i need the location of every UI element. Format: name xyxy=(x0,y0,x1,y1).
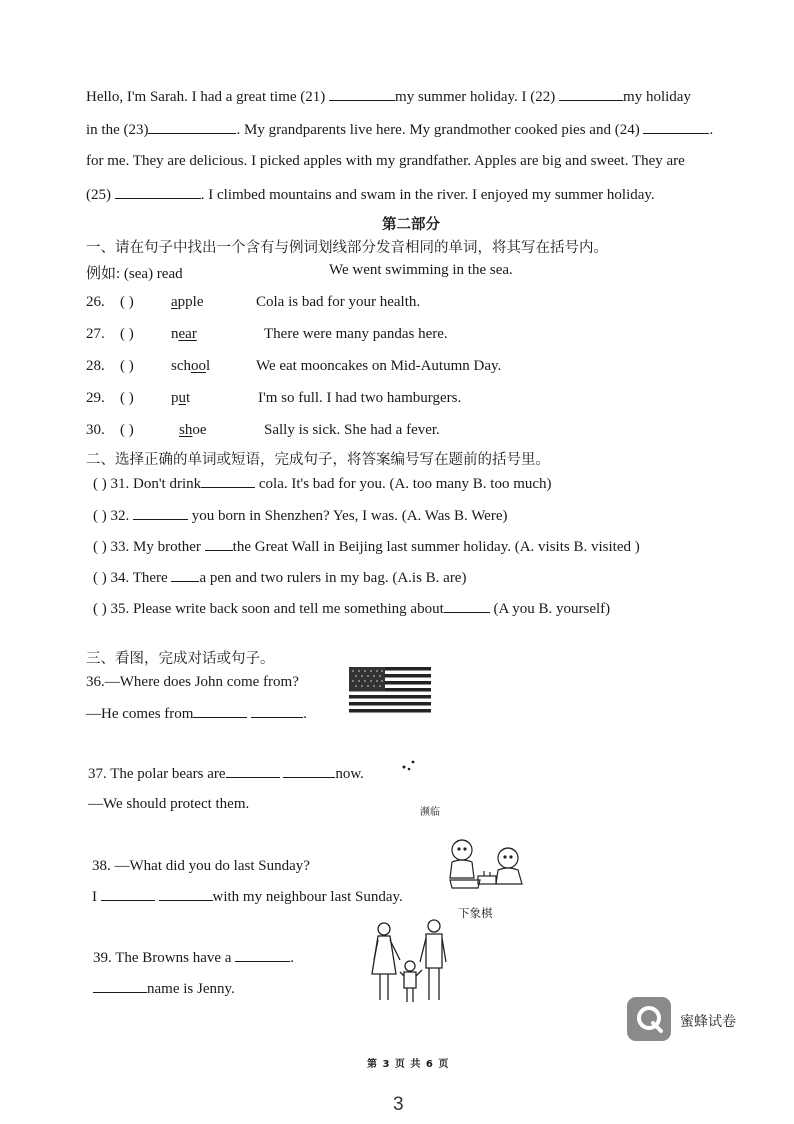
footer-page-info: 第 3 页 共 6 页 xyxy=(367,1059,450,1070)
answer-paren[interactable]: ( ) xyxy=(93,508,107,524)
page-number: 3 xyxy=(393,1094,404,1115)
q38-image-label: 下象棋 xyxy=(458,906,493,920)
blank-32[interactable] xyxy=(133,507,188,520)
answer-paren[interactable]: ( ) xyxy=(93,570,107,586)
blank-39b[interactable] xyxy=(93,980,147,993)
family-icon xyxy=(368,916,452,1008)
section3-title: 三、看图，完成对话或句子。 xyxy=(86,651,275,667)
q37-sentence: 37. The polar bears are now. xyxy=(88,766,364,782)
us-flag-icon xyxy=(349,667,431,713)
passage-line-3: for me. They are delicious. I picked apples with my grandfather. Apples are big and sweet. They are xyxy=(86,153,685,169)
q38-question: 38. —What did you do last Sunday? xyxy=(92,858,310,874)
blank-25[interactable] xyxy=(115,186,201,199)
blank-23[interactable] xyxy=(148,121,236,134)
blank-36a[interactable] xyxy=(193,705,247,718)
watermark-text: 蜜蜂试卷 xyxy=(680,1014,736,1030)
section1-title: 一、请在句子中找出一个含有与例词划线部分发音相同的单词，将其写在括号内。 xyxy=(86,240,608,256)
answer-paren[interactable]: ( ) xyxy=(120,422,134,438)
example-sentence: We went swimming in the sea. xyxy=(329,262,513,278)
dots-icon xyxy=(400,758,418,772)
passage-line-4: (25) . I climbed mountains and swam in the river. I enjoyed my summer holiday. xyxy=(86,187,655,203)
answer-paren[interactable]: ( ) xyxy=(93,476,107,492)
example-word: school xyxy=(171,358,211,374)
q39-sentence: 39. The Browns have a . xyxy=(93,950,294,966)
answer-paren[interactable]: ( ) xyxy=(120,390,134,406)
blank-39a[interactable] xyxy=(235,949,290,962)
example-word: apple xyxy=(171,294,204,310)
answer-paren[interactable]: ( ) xyxy=(120,326,134,342)
part2-title: 第二部分 xyxy=(382,217,440,233)
bee-logo-icon xyxy=(627,997,671,1041)
example-word: shoe xyxy=(179,422,207,438)
example-word: put xyxy=(171,390,191,406)
answer-paren[interactable]: ( ) xyxy=(120,358,134,374)
example-label: 例如: (sea) read xyxy=(86,266,183,282)
blank-36b[interactable] xyxy=(251,705,303,718)
blank-37b[interactable] xyxy=(283,765,335,778)
example-word: near xyxy=(171,326,197,342)
q37-image-label: 濒临 xyxy=(420,807,440,818)
blank-37a[interactable] xyxy=(226,765,280,778)
blank-33[interactable] xyxy=(205,538,233,551)
section2-title: 二、选择正确的单词或短语，完成句子，将答案编号写在题前的括号里。 xyxy=(86,452,550,468)
q36-answer: —He comes from . xyxy=(86,706,307,722)
watermark-logo xyxy=(627,997,671,1041)
item-32: ( ) 32. you born in Shenzhen? Yes, I was. (A. Was B. Were) xyxy=(93,508,508,524)
blank-21[interactable] xyxy=(329,88,395,101)
blank-31[interactable] xyxy=(201,475,255,488)
q39-response: name is Jenny. xyxy=(93,980,235,998)
blank-35[interactable] xyxy=(444,600,490,613)
blank-38a[interactable] xyxy=(101,888,155,901)
q37-response: —We should protect them. xyxy=(88,796,250,812)
blank-22[interactable] xyxy=(559,88,623,101)
answer-paren[interactable]: ( ) xyxy=(93,601,107,617)
item-34: ( ) 34. There a pen and two rulers in my bag. (A.is B. are) xyxy=(93,570,467,586)
chess-players-icon xyxy=(440,836,530,898)
item-35: ( ) 35. Please write back soon and tell me something about (A you B. yourself) xyxy=(93,601,611,617)
q38-answer: I with my neighbour last Sunday. xyxy=(92,889,403,905)
q36-question: 36.—Where does John come from? xyxy=(86,674,299,690)
passage-line-2: in the (23) . My grandparents live here. My grandmother cooked pies and (24) . xyxy=(86,122,714,138)
blank-34[interactable] xyxy=(171,569,199,582)
item-31: ( ) 31. Don't drink cola. It's bad for you. (A. too many B. too much) xyxy=(93,476,552,492)
passage-line-1: Hello, I'm Sarah. I had a great time (21) my summer holiday. I (22) my holiday xyxy=(86,89,691,105)
blank-24[interactable] xyxy=(643,121,709,134)
answer-paren[interactable]: ( ) xyxy=(93,539,107,555)
item-33: ( ) 33. My brother the Great Wall in Beijing last summer holiday. (A. visits B. visited ) xyxy=(93,539,640,555)
answer-paren[interactable]: ( ) xyxy=(120,294,134,310)
blank-38b[interactable] xyxy=(159,888,213,901)
